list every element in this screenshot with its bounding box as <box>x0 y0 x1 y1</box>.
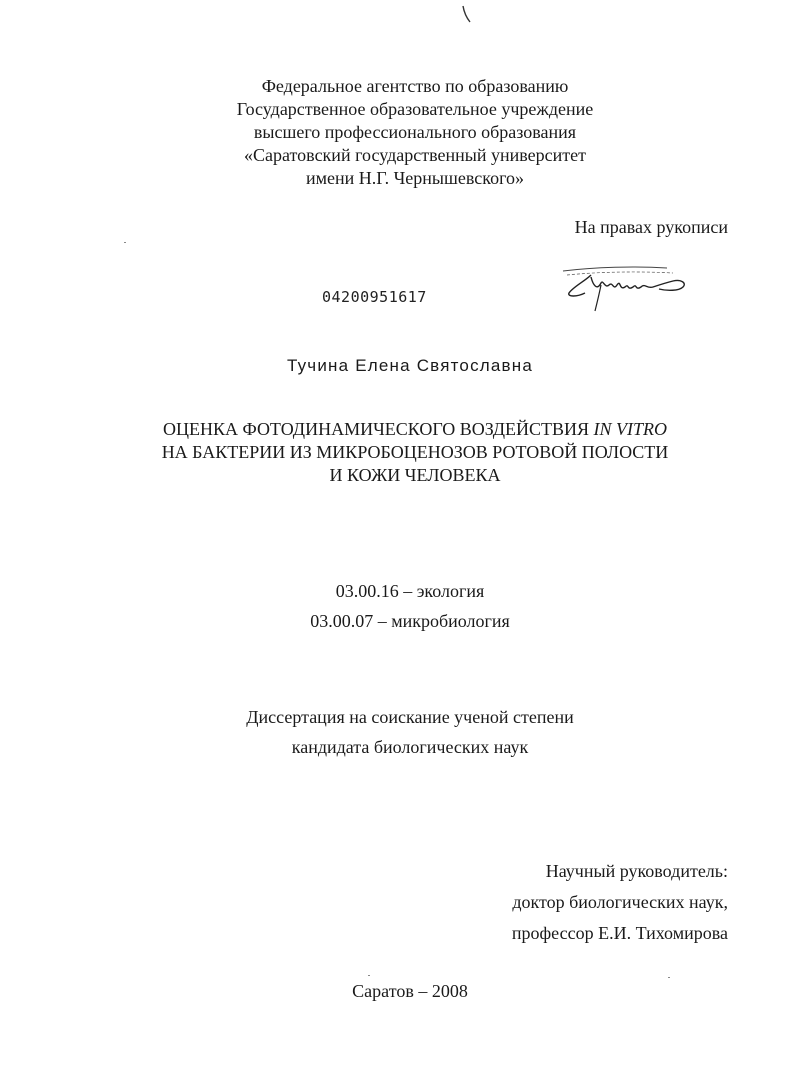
org-line: имени Н.Г. Чернышевского» <box>305 168 525 188</box>
dissertation-title <box>130 418 700 487</box>
supervisor-label: Научный руководитель: <box>545 861 728 881</box>
supervisor-name: профессор Е.И. Тихомирова <box>511 923 728 943</box>
scan-speck <box>368 975 370 976</box>
handwritten-signature-icon <box>555 255 695 315</box>
supervisor-degree: доктор биологических наук, <box>512 892 728 912</box>
degree-line-2: кандидата биологических наук <box>291 737 529 757</box>
manuscript-rights-note: На правах рукописи <box>574 217 728 237</box>
scan-speck <box>124 242 126 243</box>
author-name: Тучина Елена Святославна <box>286 356 534 375</box>
title-line-1-main: ОЦЕНКА ФОТОДИНАМИЧЕСКОГО ВОЗДЕЙСТВИЯ <box>163 419 594 439</box>
org-line: Федеральное агентство по образованию <box>261 76 569 96</box>
title-line-3: И КОЖИ ЧЕЛОВЕКА <box>329 465 501 485</box>
pen-stroke-icon <box>458 4 474 26</box>
specialty-microbiology: 03.00.07 – микробиология <box>310 611 510 631</box>
org-line: высшего профессионального образования <box>253 122 577 142</box>
org-line: «Саратовский государственный университет <box>244 145 586 165</box>
specialty-ecology: 03.00.16 – экология <box>335 581 485 601</box>
archive-code: 04200951617 <box>322 288 427 306</box>
specialty-codes <box>230 576 590 636</box>
organization-header <box>180 75 650 190</box>
org-line: Государственное образовательное учреждение <box>236 99 594 119</box>
degree-line-1: Диссертация на соискание ученой степени <box>246 707 574 727</box>
scientific-supervisor <box>440 856 728 949</box>
title-line-1 <box>130 418 700 441</box>
degree-statement <box>180 702 640 762</box>
title-latin-phrase: IN VITRO <box>593 419 667 439</box>
scan-speck <box>668 977 670 978</box>
title-line-2: НА БАКТЕРИИ ИЗ МИКРОБОЦЕНОЗОВ РОТОВОЙ ПОЛОСТИ <box>161 442 669 462</box>
city-and-year: Саратов – 2008 <box>352 981 468 1001</box>
